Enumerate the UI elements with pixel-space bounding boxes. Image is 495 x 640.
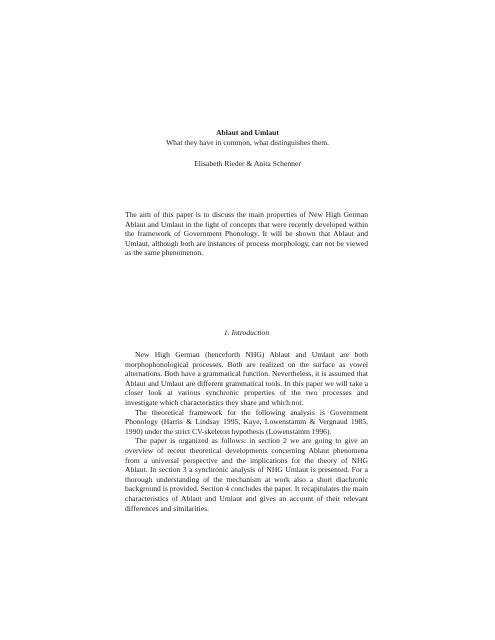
paragraph: The theoretical framework for the following analysis is Government Phonology (Harris & Lindsay 1995, Kaye, Lowenstamm & Vergnaud 1985, 1990) under the strict CV-skeleton hypothesis (Lowenstamm 1996). (125, 407, 368, 436)
abstract (125, 210, 368, 258)
abstract-text: The aim of this paper is to discuss the main properties of New High German Ablaut and Umlaut in the light of concepts that were recently developed within the framework of Government Phonology. It will be shown that Ablaut and Umlaut, although both are instances of process morphology, can not be viewed as the same phenomenon. (125, 210, 368, 258)
paper-subtitle: What they have in common, what distinguishes them. (165, 137, 330, 147)
paper-authors: Elisabeth Rieder & Anita Schenner (194, 159, 301, 169)
introduction-body (125, 350, 368, 513)
paragraph: New High German (henceforth NHG) Ablaut and Umlaut are both morphophonological processes. Both are realized on the surface as vowel alternations. Both have a grammatical function. Nevertheless, it is assumed that Ablaut and Umlaut are different grammatical tools. In this paper we will take a closer look at various synchronic properties of the two processes and investigate which characteristics they share and which not. (125, 350, 368, 407)
paragraph: The paper is organized as follows: in section 2 we are going to give an overview of recent theoretical developments concerning Ablaut phenomena from a universal perspective and the implications for the theory of NHG Ablaut. In section 3 a synchronic analysis of NHG Umlaut is presented. For a thorough understanding of the mechanism at work also a short diachronic background is provided. Section 4 concludes the paper. It recapitulates the main characteristics of Ablaut and Umlaut and gives an account of their relevant differences and similarities. (125, 436, 368, 513)
section-heading-introduction: 1. Introduction (223, 328, 270, 337)
paper-header (100, 128, 395, 169)
paper-title: Ablaut and Umlaut (216, 128, 279, 137)
